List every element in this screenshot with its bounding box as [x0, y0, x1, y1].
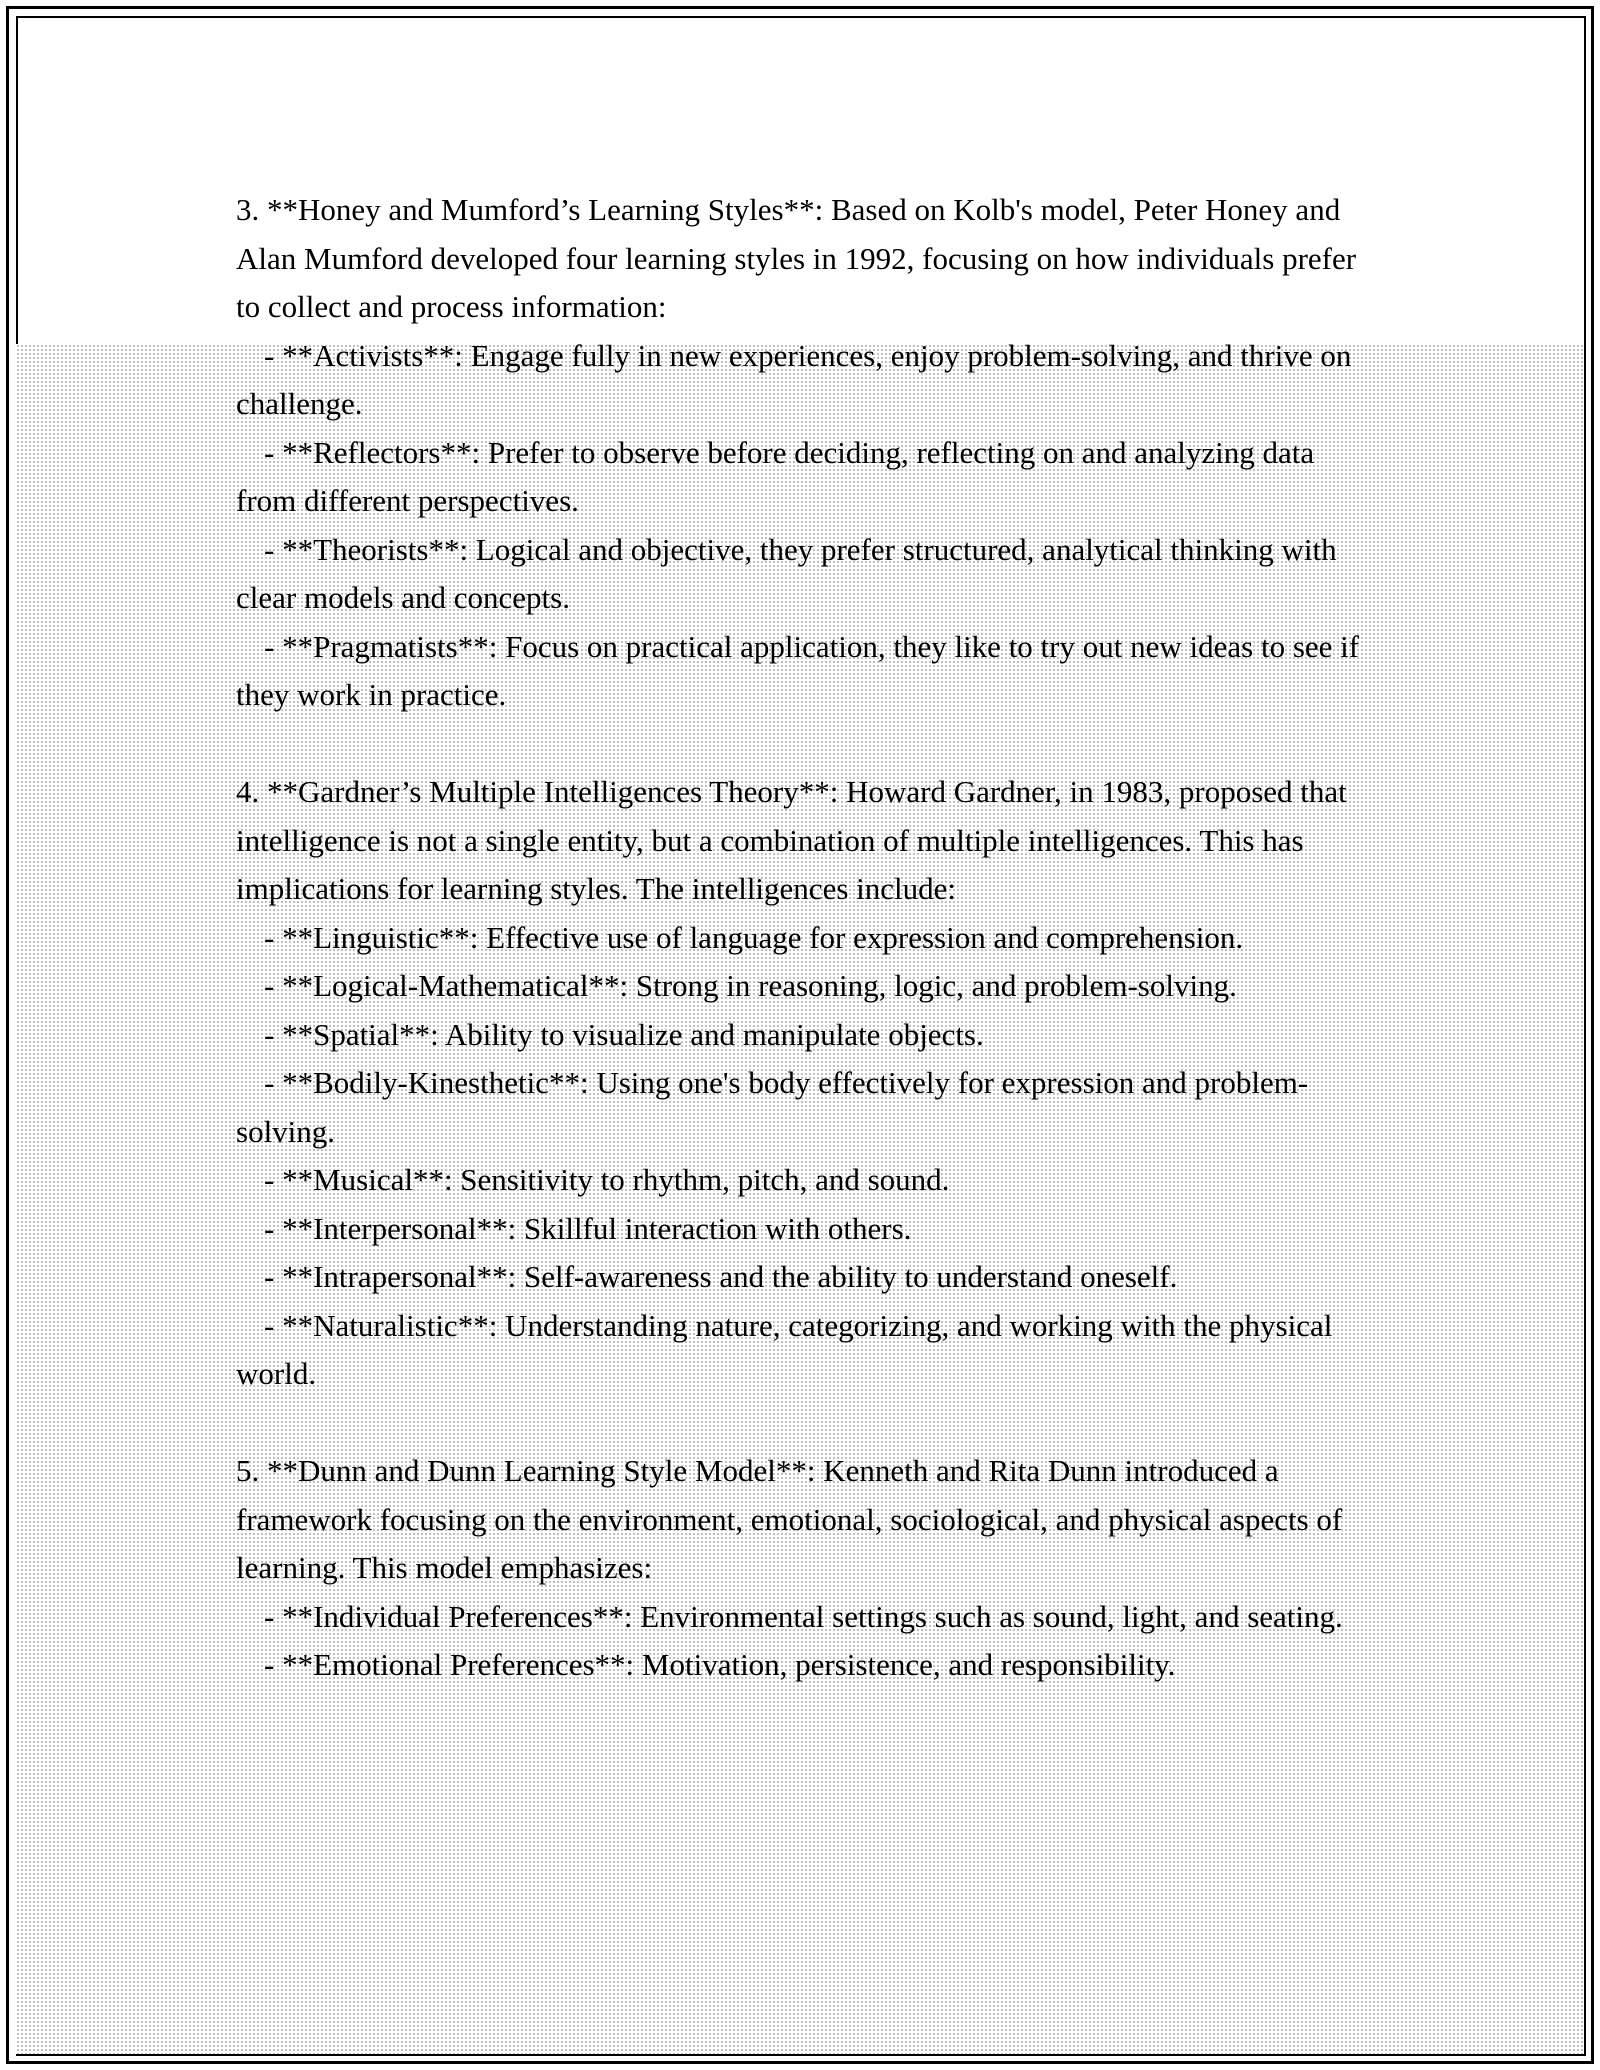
section-intro: 3. **Honey and Mumford’s Learning Styles**: Based on Kolb's model, Peter Honey and Alan Mumford developed four learning styles in 1992, focusing on how individuals prefer to collect and process information:	[236, 192, 1357, 324]
list-item: - **Theorists**: Logical and objective, they prefer structured, analytical thinking with clear models and concepts.	[236, 531, 1337, 615]
document-body	[236, 186, 1366, 1690]
list-item: - **Individual Preferences**: Environmental settings such as sound, light, and seating.	[264, 1598, 1343, 1634]
list-item: - **Spatial**: Ability to visualize and manipulate objects.	[264, 1016, 984, 1052]
list-item: - **Bodily-Kinesthetic**: Using one's body effectively for expression and problem-solving.	[236, 1065, 1309, 1149]
section-dunn-dunn	[236, 1447, 1366, 1690]
section-honey-mumford	[236, 186, 1366, 720]
list-item: - **Emotional Preferences**: Motivation, persistence, and responsibility.	[264, 1647, 1176, 1682]
section-gardner	[236, 768, 1366, 1399]
list-item: - **Musical**: Sensitivity to rhythm, pitch, and sound.	[264, 1162, 950, 1197]
list-item: - **Interpersonal**: Skillful interaction with others.	[264, 1210, 912, 1246]
paragraph-gap	[236, 720, 1366, 769]
section-intro: 4. **Gardner’s Multiple Intelligences Theory**: Howard Gardner, in 1983, proposed that intelligence is not a single entity, but a combination of multiple intelligences. This has implications for learning styles. The intelligences include:	[236, 774, 1347, 906]
list-item: - **Activists**: Engage fully in new experiences, enjoy problem-solving, and thrive on challenge.	[236, 337, 1352, 421]
list-item: - **Intrapersonal**: Self-awareness and the ability to understand oneself.	[264, 1259, 1178, 1294]
list-item: - **Reflectors**: Prefer to observe before deciding, reflecting on and analyzing data from different perspectives.	[236, 434, 1315, 518]
list-item: - **Logical-Mathematical**: Strong in reasoning, logic, and problem-solving.	[264, 968, 1237, 1003]
list-item: - **Pragmatists**: Focus on practical application, they like to try out new ideas to see if they work in practice.	[236, 628, 1360, 712]
paragraph-gap	[236, 1399, 1366, 1448]
section-intro: 5. **Dunn and Dunn Learning Style Model**: Kenneth and Rita Dunn introduced a framework focusing on the environment, emotional, sociological, and physical aspects of learning. This model emphasizes:	[236, 1453, 1343, 1585]
list-item: - **Naturalistic**: Understanding nature, categorizing, and working with the physical world.	[236, 1307, 1333, 1391]
list-item: - **Linguistic**: Effective use of language for expression and comprehension.	[264, 919, 1244, 955]
